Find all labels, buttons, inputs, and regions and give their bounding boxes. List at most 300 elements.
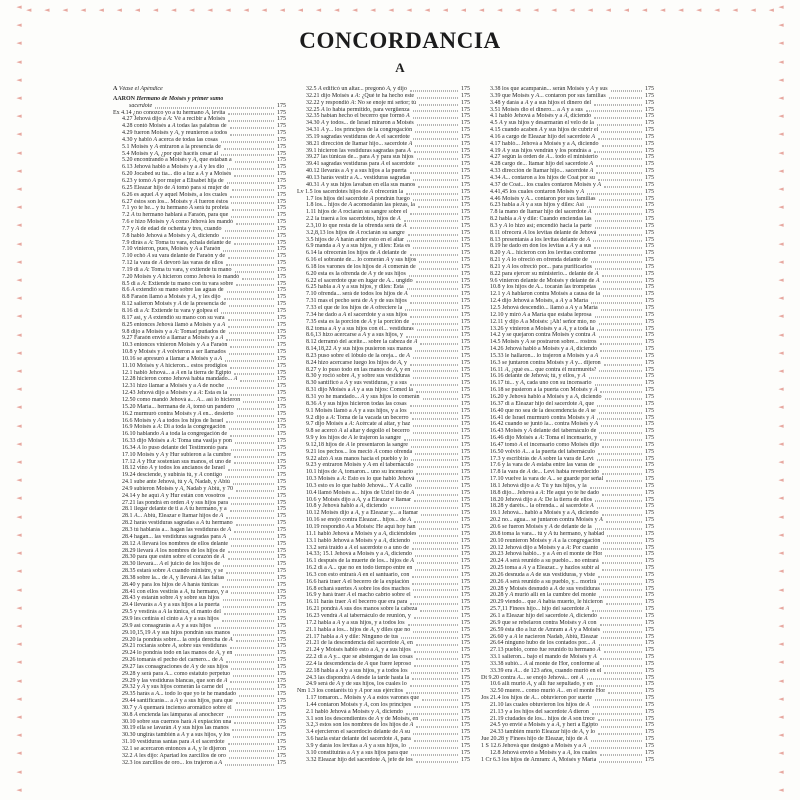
entry-text: 18.20 Jehová dijo a A: De la tierra de ellos — [490, 496, 593, 503]
concordance-column — [113, 86, 286, 767]
dot-leader — [416, 281, 458, 283]
dot-leader — [230, 647, 274, 649]
entry-row — [113, 390, 286, 397]
entry-row — [481, 380, 654, 387]
entry-row — [481, 360, 654, 367]
entry-row — [113, 151, 286, 158]
page-number: 175 — [277, 465, 286, 472]
entry-row — [481, 291, 654, 298]
entry-text: 16.43 Moisés y A delante del tabernáculo de — [490, 428, 597, 435]
dot-leader — [226, 263, 274, 265]
page-number: 175 — [277, 396, 286, 403]
entry-row — [113, 246, 286, 253]
page-number: 175 — [645, 147, 654, 154]
entry-row — [113, 479, 286, 486]
entry-row — [481, 243, 654, 250]
page-number: 175 — [645, 667, 654, 674]
page-number: 175 — [277, 253, 286, 260]
page-number: 175 — [461, 421, 470, 428]
entry-row — [297, 736, 470, 743]
entry-row — [481, 722, 654, 729]
entry-text: 7.34 he dado a A el sacerdote y a sus hijos — [306, 311, 408, 318]
entry-text: 28.30 llevará... A el juicio de los hijos de — [122, 561, 221, 568]
entry-row — [481, 510, 654, 517]
page-number: 175 — [277, 191, 286, 198]
border-arrow-icon: ◄ — [778, 421, 784, 430]
entry-text: 16.3 se juntaron contra Moisés y A y... dijeron — [490, 359, 601, 366]
entry-row — [481, 592, 654, 599]
entry-row — [297, 230, 470, 237]
dot-leader — [407, 240, 458, 242]
page-number: 175 — [461, 435, 470, 442]
entry-text: 12.10 y miró A a María que estaba leprosa — [490, 311, 592, 318]
dot-leader — [597, 404, 642, 406]
entry-row — [481, 250, 654, 257]
page-number: 175 — [645, 606, 654, 613]
dot-leader — [227, 291, 274, 293]
entry-text: 6.26 es aquel A y aquel Moisés, a los cuales — [122, 191, 228, 198]
page-number: 175 — [645, 428, 654, 435]
page-number: 175 — [645, 578, 654, 585]
entry-text: 16.2 murmuró contra Moisés y A en... desierto — [122, 410, 234, 417]
page-number: 175 — [645, 489, 654, 496]
entry-text: 3.6 hazla estar delante del sacerdote A, para — [306, 736, 411, 743]
dot-leader — [586, 110, 642, 112]
dot-leader — [234, 174, 274, 176]
dot-leader — [594, 117, 642, 119]
page-number: 175 — [645, 113, 654, 120]
page-number: 175 — [645, 243, 654, 250]
dot-leader — [595, 315, 642, 317]
entry-text: 30.8 A encienda las lámparas al anochecer — [122, 711, 224, 718]
entry-text: 1.17 tomaron... Moisés y A a estos varones que — [306, 695, 420, 702]
entry-text: 3.39 que Moisés y A... contaron por sus familias — [490, 92, 606, 99]
page-number: 175 — [461, 708, 470, 715]
entry-text: 14.26 Jehová habló a Moisés y a A, diciendo — [490, 346, 598, 353]
border-arrow-icon: ◄ — [569, 5, 575, 14]
border-arrow-icon: ◄ — [16, 148, 22, 157]
entry-text: 28.40 y para los hijos de A harás túnicas — [122, 581, 219, 588]
dot-leader — [413, 432, 458, 434]
entry-row — [297, 319, 470, 326]
dot-leader — [413, 137, 458, 139]
border-arrow-icon: ◄ — [16, 21, 22, 30]
page-number: 175 — [461, 544, 470, 551]
dot-leader — [587, 192, 642, 194]
entry-row — [113, 527, 286, 534]
border-arrow-icon: ◄ — [778, 203, 784, 212]
entry-text: 8.6 A extendió su mano sobre las aguas de — [122, 287, 224, 294]
entry-row — [297, 620, 470, 627]
entry-text: 16.11 harás traer A el becerro que era para — [306, 599, 408, 606]
dot-leader — [599, 322, 642, 324]
page-number: 175 — [277, 314, 286, 321]
entry-text: 20.2 no... agua... se juntaron contra Moisés y A — [490, 517, 603, 524]
border-arrow-icon: ◄ — [778, 621, 784, 630]
entry-text: 1.44 contaron Moisés y A, con los príncipes — [306, 701, 412, 708]
dot-leader — [223, 599, 274, 601]
entry-row — [481, 209, 654, 216]
dot-leader — [611, 89, 642, 91]
entry-text: 12.5 Jehová descendió... llamó a A y a María — [490, 305, 598, 311]
page-number: 175 — [461, 626, 470, 633]
page-number: 175 — [277, 650, 286, 657]
entry-row — [297, 305, 470, 312]
entry-row — [297, 524, 470, 531]
entry-row — [297, 189, 470, 196]
entry-text: 9.8 dijo a Moisés y a A: Tomad puñados de — [122, 328, 226, 335]
page-number: 175 — [461, 585, 470, 592]
page-number: 175 — [461, 270, 470, 277]
dot-leader — [413, 733, 458, 735]
page-number: 175 — [645, 476, 654, 483]
page-number: 175 — [277, 609, 286, 616]
dot-leader — [604, 671, 642, 673]
entry-text: 7.10 echó A su vara delante de Faraón y de — [122, 253, 226, 260]
page-number: 175 — [277, 629, 286, 636]
entry-text: 9.2 dijo a A: Toma de la vacada un becerro — [306, 414, 409, 421]
dot-leader — [604, 363, 642, 365]
entry-row — [113, 274, 286, 281]
entry-row — [297, 551, 470, 558]
entry-text: 20.12 Jehová dijo a Moisés y a A: Por cuanto — [490, 544, 599, 551]
entry-row — [297, 284, 470, 291]
dot-leader — [600, 438, 642, 440]
page-number: 175 — [277, 431, 286, 438]
page-number: 175 — [277, 239, 286, 246]
page-number: 175 — [645, 387, 654, 394]
dot-leader — [414, 705, 458, 707]
page-number: 175 — [277, 143, 286, 150]
entry-text: 16.11 A, ¿qué es... que contra él murmuréis? — [490, 366, 597, 373]
dot-leader — [411, 459, 458, 461]
dot-leader — [595, 698, 642, 700]
border-arrow-icon: ◄ — [16, 276, 22, 285]
entry-text: 21.19 ciudades de los... hijos de A son trece — [490, 715, 595, 722]
entry-text: 28.41 con ellos vestirás a A, tu hermano, y a — [122, 588, 229, 595]
page-number: 175 — [461, 209, 470, 216]
entry-row — [297, 654, 470, 661]
entry-row — [113, 637, 286, 644]
dot-leader — [601, 637, 642, 639]
border-arrow-icon: ◄ — [16, 3, 22, 11]
page-number: 175 — [277, 657, 286, 664]
dot-leader — [224, 612, 274, 614]
entry-text: 32.1 se acercaron entonces a A, y le dijeron — [122, 746, 226, 752]
page-number: 175 — [645, 127, 654, 134]
entry-text: 6.23 habla a A y a sus hijos y diles: Así — [490, 202, 584, 209]
dot-leader — [417, 562, 458, 564]
entry-text: 14.33; 15.1 Jehová a Moisés y a A, diciendo — [306, 551, 412, 558]
page-number: 175 — [277, 219, 286, 226]
entry-text: 32.25 A lo había permitido, para vergüenza — [306, 106, 410, 113]
entry-row — [113, 267, 286, 274]
page-number: 175 — [277, 479, 286, 486]
dot-leader — [155, 106, 274, 108]
dot-leader — [390, 507, 458, 509]
entry-text: 16.46 dijo Moisés a A: Toma el incensario, y — [490, 435, 598, 442]
entry-row — [113, 541, 286, 548]
entry-row — [297, 134, 470, 141]
dot-leader — [230, 435, 274, 437]
dot-leader — [410, 89, 458, 91]
entry-text: 1 S 12.6 Jehová que designó a Moisés y a A — [481, 743, 587, 749]
page-number: 175 — [645, 263, 654, 270]
page-number: 175 — [645, 530, 654, 537]
dot-leader — [226, 421, 274, 423]
dot-leader — [226, 571, 274, 573]
page-number: 175 — [645, 524, 654, 530]
page-number: 175 — [461, 441, 470, 448]
entry-text: 10.6 allí murió A, y allí fue sepultado, y en — [490, 681, 593, 688]
dot-leader — [232, 209, 274, 211]
dot-leader — [236, 222, 274, 224]
dot-leader — [408, 623, 458, 625]
entry-row — [481, 729, 654, 736]
entry-row — [481, 483, 654, 490]
entry-text: 24.1 sube ante Jehová, tú y A, Nadab, y Abiú — [122, 479, 230, 486]
dot-leader — [420, 609, 458, 611]
entry-text: Dt 9.20 contra A... se enojó Jehová... oré A — [481, 674, 584, 681]
border-arrow-icon: ◄ — [16, 294, 22, 303]
entry-row — [481, 606, 654, 613]
page-number: 175 — [645, 86, 654, 92]
dot-leader — [228, 551, 274, 553]
dot-leader — [234, 722, 274, 724]
dot-leader — [601, 130, 642, 132]
page-number: 175 — [277, 581, 286, 588]
entry-row — [481, 264, 654, 271]
dot-leader — [602, 144, 642, 146]
border-arrow-icon: ◄ — [778, 367, 784, 376]
border-arrow-icon: ◄ — [406, 5, 412, 14]
dot-leader — [223, 250, 274, 252]
page-number: 175 — [461, 263, 470, 270]
entry-text: 22.4 la descendencia de A que fuere leproso — [306, 660, 412, 667]
entry-text: 3.2,3 estos son los nombres de los hijos de A — [306, 722, 414, 729]
page-number: 175 — [645, 482, 654, 489]
dot-leader — [231, 216, 274, 218]
entry-text: 16.6 Moisés y A a todos los hijos de Israel — [122, 417, 224, 424]
entry-text: 29.44 santificarás... a A y a sus hijos, para que — [122, 698, 233, 705]
page-number: 175 — [461, 359, 470, 366]
entry-text: 12.8 Jehová envió a Moisés y a A, los cuales — [490, 749, 597, 756]
dot-leader — [230, 346, 274, 348]
dot-leader — [604, 651, 642, 653]
border-arrow-icon: ◄ — [778, 549, 784, 558]
dot-leader — [606, 479, 642, 481]
page-number: 175 — [461, 387, 470, 394]
entry-row — [297, 647, 470, 654]
entry-text: 32.3 los zarcillos de oro... los trajeron a A — [122, 759, 223, 766]
entry-row — [113, 691, 286, 698]
page-number: 175 — [461, 695, 470, 702]
page-number: 175 — [645, 435, 654, 442]
dot-leader — [416, 644, 458, 646]
entry-text: 7.20 Moisés y A hicieron como Jehová lo mandó — [122, 273, 240, 280]
dot-leader — [602, 568, 642, 570]
entry-row — [297, 107, 470, 114]
dot-leader — [225, 763, 274, 765]
entry-text: 28.3 tú hablarás a... hagan las vestiduras de A — [122, 527, 232, 533]
entry-text: Jos 21.4 los hijos de A... obtuvieron por suerte — [481, 695, 593, 702]
entry-row — [481, 551, 654, 558]
page-number: 175 — [645, 695, 654, 702]
dot-leader — [589, 377, 642, 379]
entry-row — [297, 688, 470, 695]
page-number: 175 — [277, 438, 286, 445]
entry-row — [113, 185, 286, 192]
entry-text: 16.1 después de la muerte de los... hijos de A — [306, 558, 414, 565]
entry-text: 16.18 se pusieron a la puerta con Moisés y A — [490, 387, 598, 394]
entry-text: 32.2 A les dijo: Apartad los zarcillos de oro — [122, 752, 226, 759]
page-number: 175 — [461, 352, 470, 359]
entry-text: 8.30 santificó a A y sus vestiduras, y a sus — [306, 380, 407, 387]
border-arrow-icon: ◄ — [778, 57, 784, 66]
entry-text: 17.6 y la vara de A estaba entre las varas de — [490, 462, 595, 469]
entry-row — [297, 586, 470, 593]
entry-row — [481, 750, 654, 757]
entry-text: 26.9 que se rebelaron contra Moisés y A con — [490, 619, 597, 626]
entry-row — [297, 599, 470, 606]
dot-leader — [229, 537, 274, 539]
page-number: 175 — [645, 133, 654, 140]
border-arrow-icon: ◄ — [170, 5, 177, 14]
entry-row — [297, 326, 470, 333]
page-number: 175 — [277, 622, 286, 629]
entry-text: 3.5 hijos de A harán arder esto en el altar — [306, 236, 405, 243]
entry-text: 8.20 y A... hicieron con los levitas conforme — [490, 250, 597, 257]
entry-row — [481, 476, 654, 483]
entry-row — [297, 640, 470, 647]
page-number: 175 — [277, 198, 286, 205]
dot-leader — [417, 466, 458, 468]
dot-leader — [601, 548, 642, 550]
border-arrow-icon: ◄ — [778, 312, 784, 321]
entry-row — [297, 100, 470, 107]
entry-row — [481, 531, 654, 538]
dot-leader — [231, 592, 274, 594]
page-number: 175 — [277, 540, 286, 547]
entry-row — [113, 281, 286, 288]
entry-text: 2.2 la traerá a los sacerdotes, hijos de A — [306, 216, 401, 223]
dot-leader — [232, 188, 274, 190]
dot-leader — [229, 305, 274, 307]
page-number: 175 — [277, 759, 286, 766]
entry-row — [297, 476, 470, 483]
entry-row — [113, 657, 286, 664]
dot-leader — [414, 151, 458, 153]
dot-leader — [600, 753, 642, 755]
entry-text: 40.13 harás vestir a A... vestiduras sagradas — [306, 174, 411, 181]
entry-text: 21.13 y a los hijos del sacerdote A dieron — [490, 708, 589, 715]
page-number: 175 — [277, 266, 286, 273]
dot-leader — [417, 493, 458, 495]
dot-leader — [408, 233, 458, 235]
border-arrow-icon: ◄ — [778, 112, 784, 121]
page-number: 175 — [277, 335, 286, 342]
entry-row — [297, 257, 470, 264]
cross-reference-row — [113, 86, 286, 93]
entry-row — [113, 465, 286, 472]
dot-leader — [413, 110, 458, 112]
entry-text: 14.5 Moisés y A se postraron sobre... rostros — [490, 339, 597, 346]
page-number: 175 — [461, 612, 470, 619]
page-number: 175 — [277, 157, 286, 164]
dot-leader — [415, 568, 458, 570]
page-number: 175 — [645, 270, 654, 277]
dot-leader — [597, 418, 642, 420]
entry-text: 16.40 que no sea de la descendencia de A se — [490, 407, 596, 414]
entry-row — [481, 517, 654, 524]
entry-row — [297, 709, 470, 716]
entry-text: 28.35 estará sobre A cuando ministre, y se — [122, 568, 224, 575]
entry-text: 10.8 y los hijos de A... tocarán las trompetas — [490, 284, 597, 291]
dot-leader — [414, 596, 458, 598]
page-number: 175 — [277, 164, 286, 171]
page-number: 175 — [461, 92, 470, 99]
entry-text: 4.29 fueron Moisés y A, y reunieron a todos — [122, 130, 228, 137]
page-number: 175 — [645, 154, 654, 161]
dot-leader — [597, 124, 642, 126]
entry-text: 9.12,18 hijos de A le presentaron la sangre — [306, 441, 408, 448]
dot-leader — [228, 743, 275, 745]
page-number: 175 — [277, 643, 286, 650]
entry-text: 38.21 dirección de Itamar hijo... sacerdote A — [306, 140, 413, 147]
border-arrow-icon: ◄ — [778, 3, 784, 11]
entry-text: 4.17 habló... Jehová a Moisés y a A, diciendo — [490, 140, 599, 147]
page-number: 175 — [277, 417, 286, 424]
dot-leader — [407, 288, 458, 290]
entry-row — [481, 702, 654, 709]
headword-row — [113, 96, 286, 103]
page-number: 175 — [645, 688, 654, 695]
border-arrow-icon: ◄ — [778, 166, 784, 175]
dot-leader — [414, 500, 458, 502]
dot-leader — [413, 370, 458, 372]
dot-leader — [221, 311, 274, 313]
page-number: 175 — [461, 688, 470, 695]
dot-leader — [605, 555, 642, 557]
page-number: 175 — [645, 496, 654, 503]
dot-leader — [599, 432, 642, 434]
entry-text: 20.23 Jehová habló... y a A en el monte de Hor — [490, 551, 603, 558]
entry-text: 6.13 Jehová habló a Moisés y a A y les dio — [122, 164, 225, 171]
entry-row — [113, 698, 286, 705]
entry-row — [297, 750, 470, 757]
dot-leader — [600, 390, 642, 392]
entry-text: 7.12 la vara de A devoró las varas de ellos — [122, 260, 224, 267]
page-number: 175 — [461, 681, 470, 688]
dot-leader — [417, 158, 458, 160]
page-number: 175 — [277, 732, 286, 739]
page-number: 175 — [645, 647, 654, 654]
entry-text: 28.38 sobre la... de A, y llevará A las faltas — [122, 574, 225, 581]
dot-leader — [233, 633, 274, 635]
entry-row — [113, 424, 286, 431]
page-number: 175 — [277, 225, 286, 232]
entry-row — [113, 226, 286, 233]
entry-text: 6.25 habla a A y a sus hijos, y diles: Esta — [306, 284, 404, 291]
entry-text: 8.5 di a A: Extiende tu mano con tu vara sobre — [122, 280, 234, 287]
entry-text: 17.8 la vara de A de... Leví había reverdecido — [490, 469, 600, 476]
entry-text: 16.47 tomó A el incensario como Moisés dijo — [490, 441, 600, 448]
dot-leader — [234, 455, 274, 457]
border-arrow-icon: ◄ — [714, 5, 720, 14]
entry-text: 3.10 constituirás a A y a sus hijos para que — [306, 749, 409, 756]
entry-row — [297, 196, 470, 203]
entry-text: 21.10 las cuales obtuvieron los hijos de A — [490, 701, 590, 708]
